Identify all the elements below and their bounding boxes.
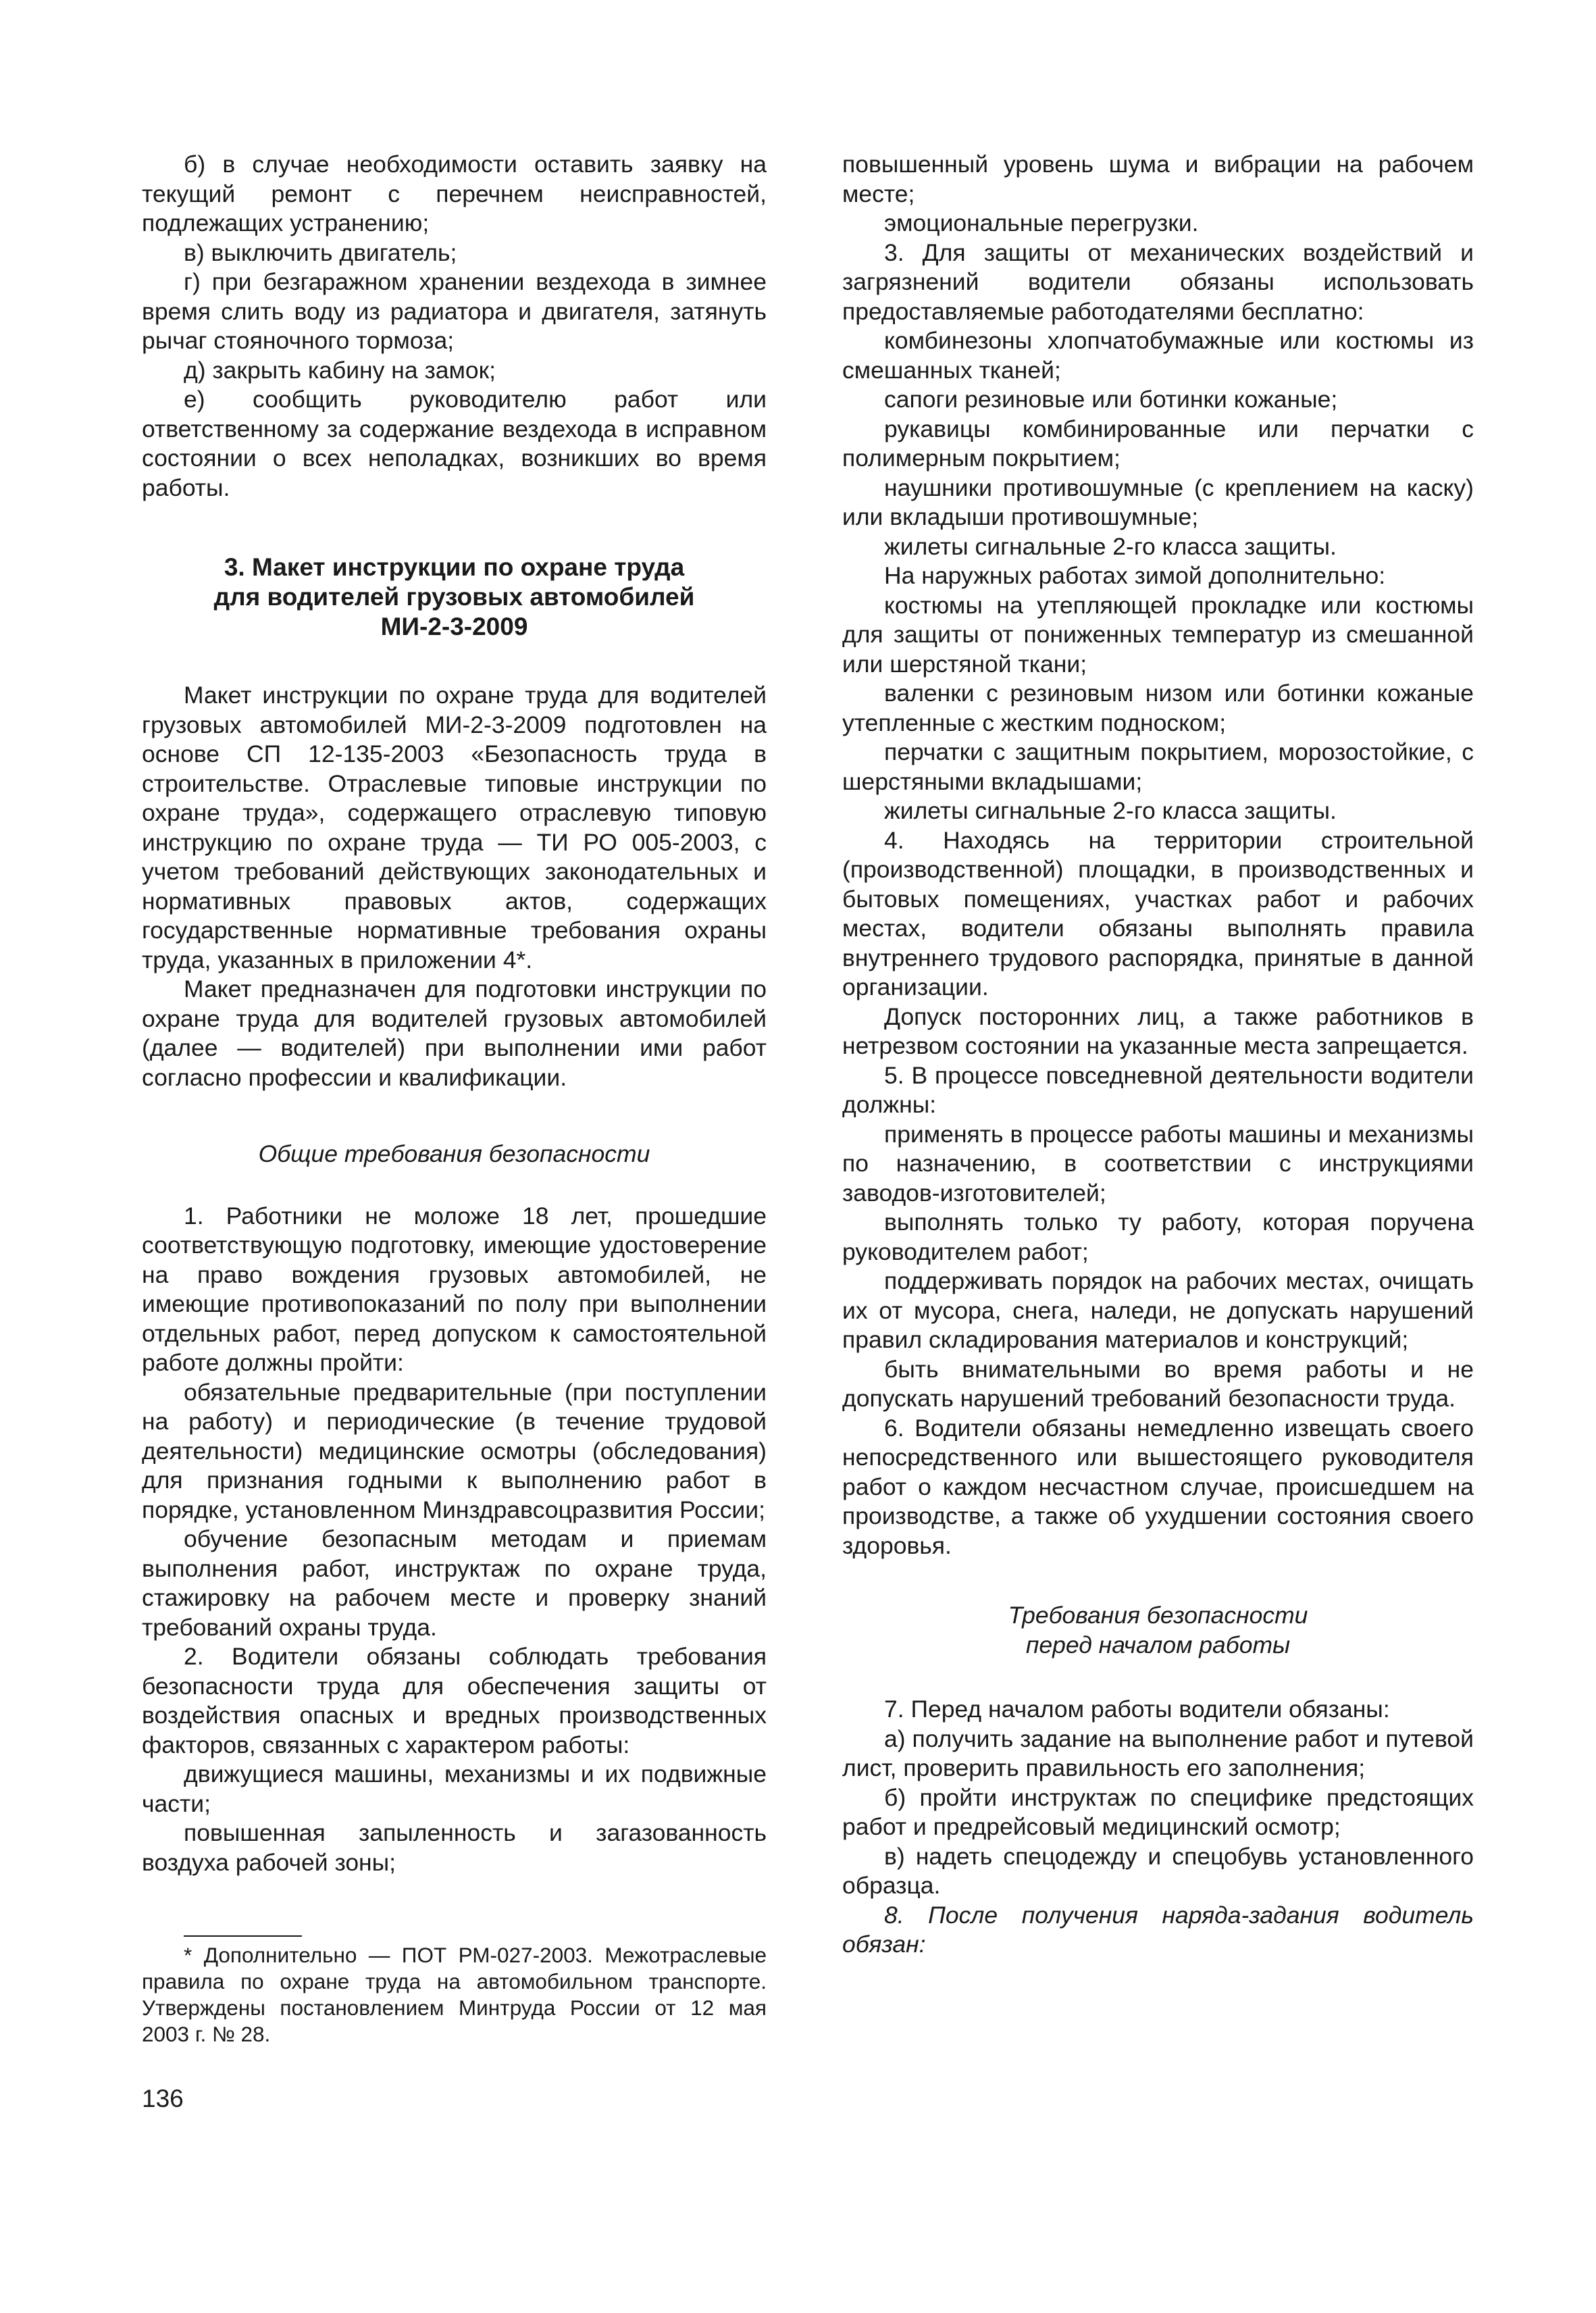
paragraph: На наружных работах зимой дополнительно: (884, 562, 1386, 589)
paragraph: жилеты сигнальные 2-го класса защиты. (884, 797, 1337, 824)
paragraph: 2. Водители обязаны соблюдать требования безопасности труда для обеспечения защиты от воздействия опасных и вредных производственных факторов, связанных с характером работы: (142, 1643, 767, 1758)
paragraph: наушники противошумные (с креплением на каску) или вкладыши противошумные; (842, 474, 1474, 530)
paragraph: 1. Работники не моложе 18 лет, прошедшие соответствующую подготовку, имеющие удостоверение на право вождения грузовых автомобилей, не имеющие противопоказаний по полу при выполнении отдельных работ, перед допуском к самостоятельной работе должны пройти: (142, 1202, 767, 1376)
paragraph: 6. Водители обязаны немедленно извещать своего непосредственного или вышестоящего руководителя работ о каждом несчастном случае, происшедшем на производстве, а также об ухудшении состояния своего здоровья. (842, 1414, 1474, 1559)
paragraph: 4. Находясь на территории строительной (производственной) площадки, в производственных и бытовых помещениях, участках работ и рабочих местах, водители обязаны выполнять правила внутреннего трудового распорядка, принятые в данной организации. (842, 826, 1474, 1000)
subsection-heading-line: Требования безопасности (1008, 1602, 1308, 1629)
paragraph: Допуск посторонних лиц, а также работников в нетрезвом состоянии на указанные места запрещается. (842, 1002, 1474, 1059)
paragraph: б) в случае необходимости оставить заявку на текущий ремонт с перечнем неисправностей, подлежащих устранению; (142, 151, 767, 236)
section-heading (142, 553, 767, 642)
paragraph: быть внимательными во время работы и не допускать нарушений требований безопасности труда. (842, 1355, 1474, 1412)
paragraph: г) при безгаражном хранении вездехода в зимнее время слить воду из радиатора и двигателя, затянуть рычаг стояночного тормоза; (142, 268, 767, 354)
paragraph: движущиеся машины, механизмы и их подвижные части; (142, 1760, 767, 1817)
paragraph: д) закрыть кабину на замок; (184, 356, 496, 384)
paragraph: 8. После получения наряда-задания водитель обязан: (842, 1901, 1474, 1958)
paragraph: комбинезоны хлопчатобумажные или костюмы из смешанных тканей; (842, 327, 1474, 384)
paragraph: 7. Перед началом работы водители обязаны: (884, 1696, 1390, 1723)
paragraph: перчатки с защитным покрытием, морозостойкие, с шерстяными вкладышами; (842, 738, 1474, 795)
subsection-heading-general (142, 1140, 767, 1169)
right-column (842, 150, 1474, 1960)
subsection-heading-pre-work (842, 1601, 1474, 1660)
section-heading-line: 3. Макет инструкции по охране труда (224, 553, 685, 581)
paragraph: поддерживать порядок на рабочих местах, очищать их от мусора, снега, наледи, не допускать нарушений правил складирования материалов и конструкций; (842, 1267, 1474, 1353)
page-number: 136 (142, 2085, 184, 2112)
paragraph: в) надеть спецодежду и спецобувь установленного образца. (842, 1842, 1474, 1899)
paragraph: Макет предназначен для подготовки инструкции по охране труда для водителей грузовых автомобилей (далее — водителей) при выполнении ими работ согласно профессии и квалификации. (142, 975, 767, 1091)
section-heading-line: для водителей грузовых автомобилей (213, 583, 695, 611)
paragraph: выполнять только ту работу, которая поручена руководителем работ; (842, 1209, 1474, 1265)
paragraph: а) получить задание на выполнение работ и путевой лист, проверить правильность его заполнения; (842, 1725, 1474, 1781)
paragraph: 5. В процессе повседневной деятельности водители должны: (842, 1061, 1474, 1118)
paragraph: жилеты сигнальные 2-го класса защиты. (884, 532, 1337, 560)
paragraph: повышенный уровень шума и вибрации на рабочем месте; (842, 151, 1474, 207)
footnote-text: * Дополнительно — ПОТ РМ-027-2003. Межотраслевые правила по охране труда на автомобильном транспорте. Утверждены постановлением Минтруда России от 12 мая 2003 г. № 28. (142, 1943, 767, 2046)
paragraph: сапоги резиновые или ботинки кожаные; (884, 386, 1338, 413)
subsection-heading-line: Общие требования безопасности (258, 1140, 650, 1167)
paragraph: повышенная запыленность и загазованность воздуха рабочей зоны; (142, 1819, 767, 1876)
paragraph: е) сообщить руководителю работ или ответственному за содержание вездехода в исправном состоянии о всех неполадках, возникших во время работы. (142, 386, 767, 501)
paragraph: применять в процессе работы машины и механизмы по назначению, в соответствии с инструкциями заводов-изготовителей; (842, 1120, 1474, 1206)
paragraph: обязательные предварительные (при поступлении на работу) и периодические (в течение трудовой деятельности) медицинские осмотры (обследования) для признания годными к выполнению работ в порядке, установленном Минздравсоцразвития России; (142, 1378, 767, 1523)
paragraph: б) пройти инструктаж по специфике предстоящих работ и предрейсовый медицинский осмотр; (842, 1783, 1474, 1840)
paragraph: в) выключить двигатель; (184, 238, 457, 266)
paragraph: валенки с резиновым низом или ботинки кожаные утепленные с жестким подноском; (842, 680, 1474, 736)
section-heading-line: МИ-2-3-2009 (380, 613, 528, 640)
paragraph: костюмы на утепляющей прокладке или костюмы для защиты от пониженных температур из смешанной или шерстяной ткани; (842, 591, 1474, 678)
left-column (142, 150, 767, 2048)
paragraph: рукавицы комбинированные или перчатки с полимерным покрытием; (842, 415, 1474, 472)
subsection-heading-line: перед началом работы (1025, 1631, 1291, 1658)
paragraph: 3. Для защиты от механических воздействий и загрязнений водители обязаны использовать предоставляемые работодателями бесплатно: (842, 238, 1474, 325)
footnote (142, 1942, 767, 2048)
paragraph: эмоциональные перегрузки. (884, 209, 1199, 236)
paragraph: Макет инструкции по охране труда для водителей грузовых автомобилей МИ-2-3-2009 подготовлен на основе СП 12-135-2003 «Безопасность труда в строительстве. Отраслевые типовые инструкции по охране труда», содержащего отраслевую типовую инструкцию по охране труда — ТИ РО 005-2003, с учетом требований действующих законодательных и нормативных правовых актов, содержащих государственные нормативные требования охраны труда, указанных в приложении 4*. (142, 682, 767, 973)
footnote-divider (184, 1935, 302, 1937)
paragraph: обучение безопасным методам и приемам выполнения работ, инструктаж по охране труда, стажировку на рабочем месте и проверку знаний требований охраны труда. (142, 1525, 767, 1641)
